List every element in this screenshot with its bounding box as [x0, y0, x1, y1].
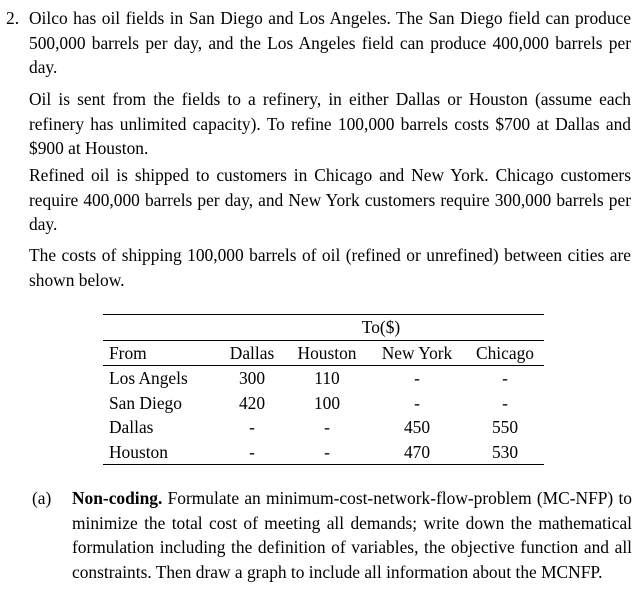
- table-cell: 420: [238, 392, 266, 413]
- table-cell: 550: [491, 417, 519, 437]
- table-cell: -: [324, 417, 330, 437]
- column-header-dallas: Dallas: [218, 340, 286, 366]
- table-cell: -: [414, 368, 420, 388]
- part-a-label: (a): [32, 488, 52, 508]
- to-header: To($): [218, 315, 544, 341]
- paragraph-customers: Refined oil is shipped to customers in Chicago and New York. Chicago customers require 400,000 barrels per day, and New York customers require 300,000 barrels per day.: [29, 165, 631, 234]
- part-a-body: Formulate an minimum-cost-network-flow-problem (MC-NFP) to minimize the total cost of meeting all demands; write down the mathematical formulation including the definition of variables, the objective function and all constraints. Then draw a graph to include all information about the MCNFP.: [72, 488, 632, 582]
- paragraph-oil-fields: Oilco has oil fields in San Diego and Los Angeles. The San Diego field can produce 500,000 barrels per day, and the Los Angeles field can produce 400,000 barrels per day.: [29, 8, 631, 77]
- table-cell: 450: [403, 417, 431, 437]
- row-label: Dallas: [109, 417, 154, 437]
- column-header-houston: Houston: [286, 340, 368, 366]
- table-cell: -: [218, 440, 286, 465]
- shipping-cost-table: [103, 314, 544, 465]
- table-row: [103, 415, 544, 440]
- table-cell: -: [249, 417, 255, 437]
- paragraph-shipping-costs: The costs of shipping 100,000 barrels of oil (refined or unrefined) between cities are shown below.: [29, 245, 631, 290]
- row-label: Houston: [103, 440, 218, 465]
- column-header-from: From: [103, 340, 218, 366]
- table-cell: 100: [313, 392, 341, 413]
- table-cell: -: [502, 392, 508, 413]
- part-a-text: [72, 486, 632, 584]
- column-header-chicago: Chicago: [466, 340, 544, 366]
- table-cell: -: [502, 368, 508, 388]
- row-label: San Diego: [109, 392, 182, 413]
- paragraph-refinery: Oil is sent from the fields to a refinery, in either Dallas or Houston (assume each refinery has unlimited capacity). To refine 100,000 barrels costs $700 at Dallas and $900 at Houston.: [29, 89, 631, 158]
- table-column-header-row: [103, 340, 544, 366]
- part-a-title: Non-coding.: [72, 488, 163, 508]
- row-label: Los Angels: [109, 368, 188, 388]
- table-to-header-row: [103, 315, 544, 341]
- table-cell: -: [286, 440, 368, 465]
- table-row: [103, 440, 544, 465]
- table-cell: 470: [368, 440, 466, 465]
- table-cell: -: [414, 392, 420, 413]
- table-cell: 300: [238, 368, 266, 388]
- table-row: [103, 366, 544, 391]
- problem-number: 2.: [6, 8, 20, 28]
- table-row: [103, 391, 544, 416]
- table-cell: 530: [466, 440, 544, 465]
- column-header-new-york: New York: [368, 340, 466, 366]
- table-cell: 110: [314, 368, 340, 388]
